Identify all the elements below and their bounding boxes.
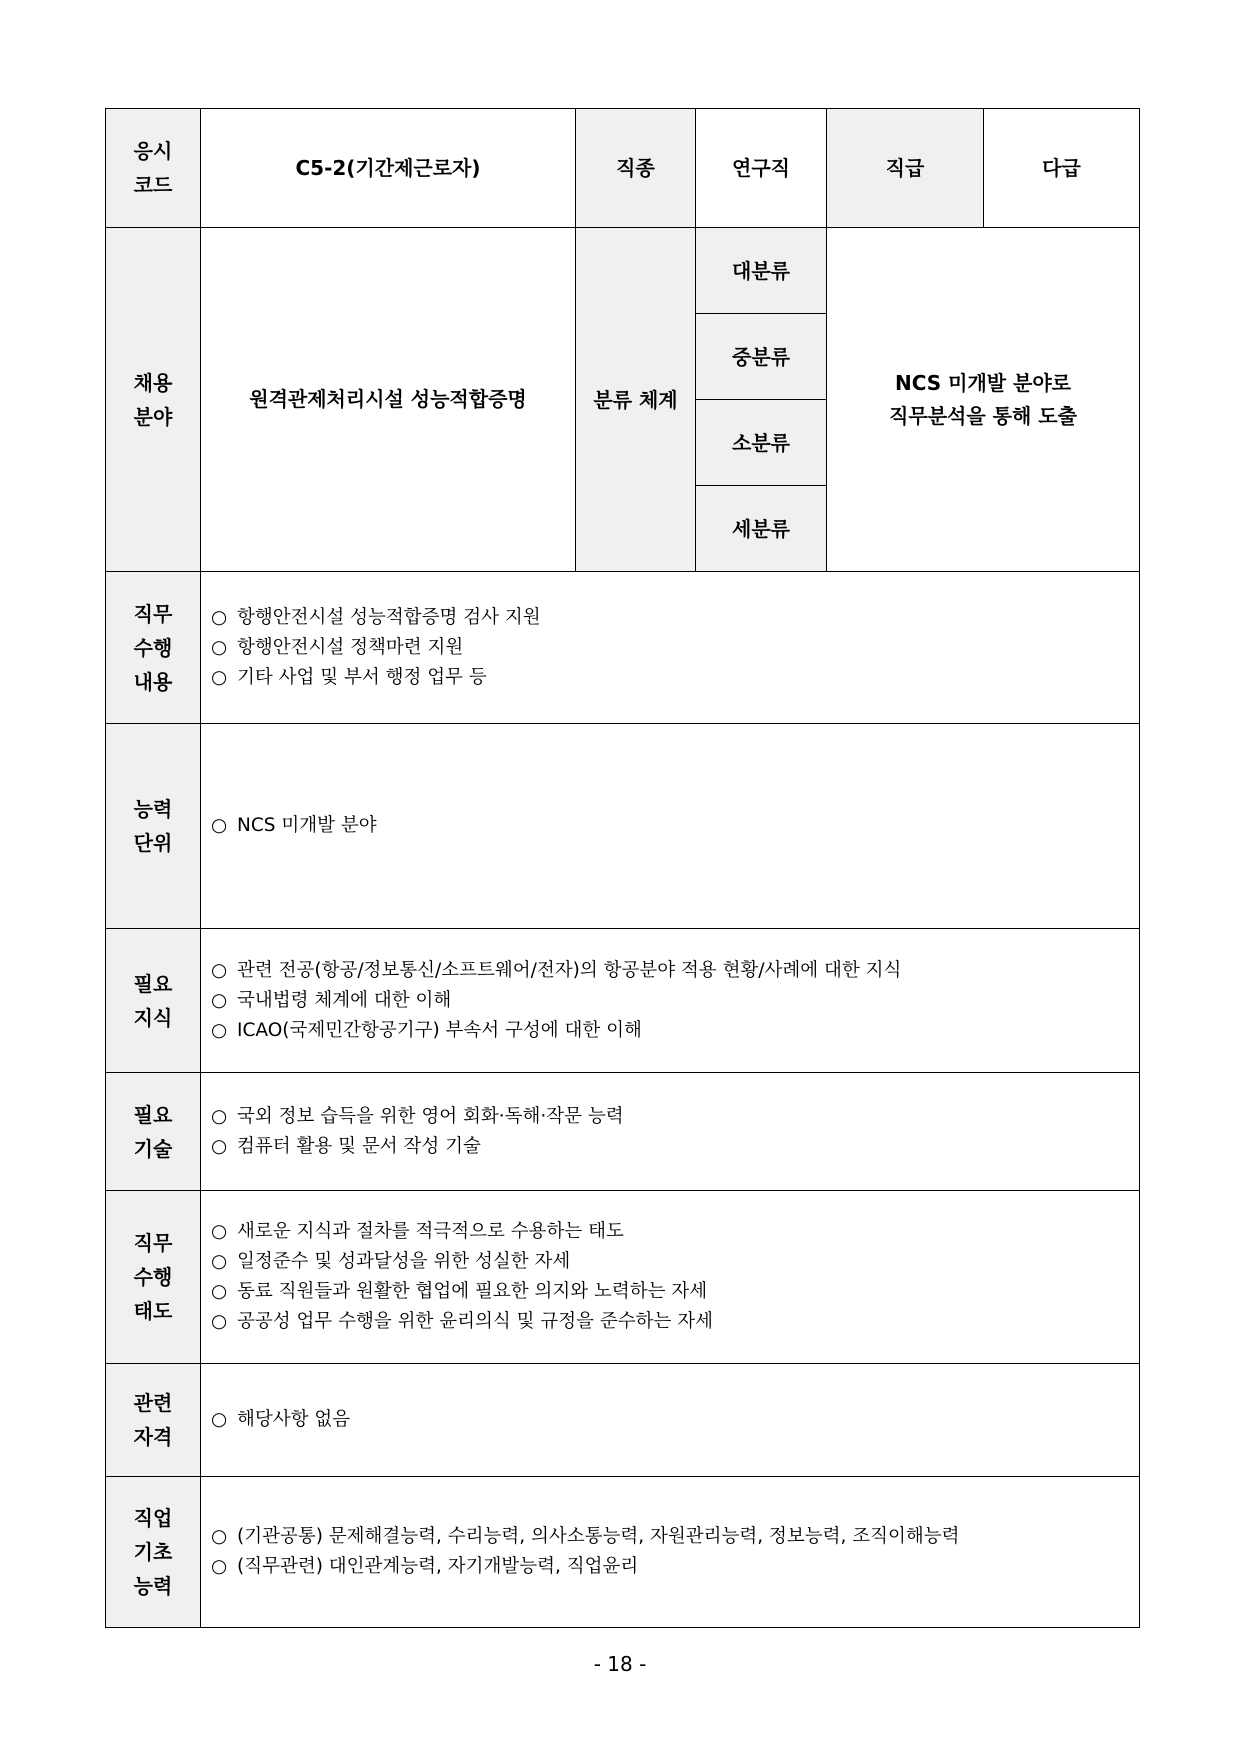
label-line: 필요 bbox=[133, 1102, 173, 1127]
circle-bullet-icon: ○ bbox=[211, 1526, 228, 1547]
list-item-text: 항행안전시설 정책마련 지원 bbox=[237, 636, 464, 658]
section-items bbox=[201, 572, 1140, 724]
list-item bbox=[211, 603, 1139, 633]
label-line: 코드 bbox=[133, 173, 173, 197]
code-value: C5-2(기간제근로자) bbox=[201, 109, 576, 228]
circle-bullet-icon: ○ bbox=[211, 606, 228, 628]
label-line: 지식 bbox=[133, 1005, 173, 1030]
circle-bullet-icon: ○ bbox=[211, 1311, 228, 1332]
grade-value: 다급 bbox=[984, 109, 1140, 228]
circle-bullet-icon: ○ bbox=[211, 1019, 228, 1041]
label-line: 기초 bbox=[133, 1540, 173, 1564]
job-type-value: 연구직 bbox=[696, 109, 827, 228]
section-items bbox=[201, 724, 1140, 929]
section-label bbox=[106, 929, 201, 1073]
list-item bbox=[211, 811, 1139, 841]
label-line: 태도 bbox=[133, 1299, 173, 1323]
section-certifications bbox=[106, 1364, 1140, 1477]
circle-bullet-icon: ○ bbox=[211, 959, 228, 981]
list-item-text: 새로운 지식과 절차를 적극적으로 수용하는 태도 bbox=[237, 1221, 624, 1242]
label-line: 응시 bbox=[133, 139, 173, 163]
list-item-text: 국외 정보 습득을 위한 영어 회화·독해·작문 능력 bbox=[237, 1105, 624, 1127]
section-required-knowledge bbox=[106, 929, 1140, 1073]
section-items bbox=[201, 1364, 1140, 1477]
list-item bbox=[211, 1552, 1139, 1582]
label-line: 능력 bbox=[133, 797, 173, 821]
circle-bullet-icon: ○ bbox=[211, 636, 228, 658]
list-item-text: 컴퓨터 활용 및 문서 작성 기술 bbox=[237, 1135, 481, 1157]
section-label bbox=[106, 1477, 201, 1628]
section-basic-competencies bbox=[106, 1477, 1140, 1628]
list-item-text: 해당사항 없음 bbox=[237, 1409, 351, 1430]
list-item bbox=[211, 1016, 1139, 1046]
list-item-text: NCS 미개발 분야 bbox=[237, 815, 377, 836]
label-line: 직업 bbox=[133, 1506, 173, 1530]
list-item-text: 동료 직원들과 원활한 협업에 필요한 의지와 노력하는 자세 bbox=[237, 1281, 708, 1302]
circle-bullet-icon: ○ bbox=[211, 1409, 228, 1430]
list-item bbox=[211, 1217, 1139, 1247]
field-value: 원격관제처리시설 성능적합증명 bbox=[201, 228, 576, 572]
section-label bbox=[106, 572, 201, 724]
job-description-table bbox=[105, 108, 1140, 1628]
circle-bullet-icon: ○ bbox=[211, 1135, 228, 1157]
label-line: 수행 bbox=[133, 635, 173, 660]
list-item bbox=[211, 1522, 1139, 1552]
list-item bbox=[211, 633, 1139, 663]
list-item-text: 국내법령 체계에 대한 이해 bbox=[237, 989, 452, 1011]
list-item-text: 항행안전시설 성능적합증명 검사 지원 bbox=[237, 606, 541, 628]
list-item-text: 기타 사업 및 부서 행정 업무 등 bbox=[237, 666, 487, 688]
section-label bbox=[106, 1364, 201, 1477]
list-item-text: 관련 전공(항공/정보통신/소프트웨어/전자)의 항공분야 적용 현황/사례에 대한 지식 bbox=[237, 959, 902, 981]
label-line: 단위 bbox=[133, 831, 173, 855]
label-line: 채용 bbox=[133, 370, 173, 395]
list-item bbox=[211, 956, 1139, 986]
page-number: - 18 - bbox=[593, 1652, 647, 1676]
list-item bbox=[211, 1102, 1139, 1132]
section-items bbox=[201, 1191, 1140, 1364]
label-line: 직무 bbox=[133, 601, 173, 626]
label-line: 능력 bbox=[133, 1574, 173, 1598]
label-line: 기술 bbox=[133, 1136, 173, 1161]
circle-bullet-icon: ○ bbox=[211, 1251, 228, 1272]
class-level-detail: 세분류 bbox=[696, 486, 827, 572]
label-line: 자격 bbox=[133, 1425, 173, 1449]
label-line: 내용 bbox=[133, 669, 173, 694]
circle-bullet-icon: ○ bbox=[211, 1105, 228, 1127]
section-items bbox=[201, 1073, 1140, 1191]
label-line: 관련 bbox=[133, 1391, 173, 1415]
section-required-skills bbox=[106, 1073, 1140, 1191]
list-item bbox=[211, 1247, 1139, 1277]
classification-value bbox=[827, 228, 1140, 572]
label-line: NCS 미개발 분야로 bbox=[894, 370, 1072, 395]
job-type-label: 직종 bbox=[576, 109, 696, 228]
classification-label: 분류 체계 bbox=[576, 228, 696, 572]
circle-bullet-icon: ○ bbox=[211, 1221, 228, 1242]
section-work-attitude bbox=[106, 1191, 1140, 1364]
list-item bbox=[211, 986, 1139, 1016]
list-item-text: (직무관련) 대인관계능력, 자기개발능력, 직업윤리 bbox=[237, 1556, 639, 1577]
field-row bbox=[106, 228, 1140, 314]
list-item-text: (기관공통) 문제해결능력, 수리능력, 의사소통능력, 자원관리능력, 정보능력, 조직이해능력 bbox=[237, 1526, 960, 1547]
circle-bullet-icon: ○ bbox=[211, 1281, 228, 1302]
class-level-middle: 중분류 bbox=[696, 314, 827, 400]
grade-label: 직급 bbox=[827, 109, 984, 228]
section-competency-units bbox=[106, 724, 1140, 929]
list-item-text: 공공성 업무 수행을 위한 윤리의식 및 규정을 준수하는 자세 bbox=[237, 1311, 713, 1332]
list-item-text: 일정준수 및 성과달성을 위한 성실한 자세 bbox=[237, 1251, 571, 1272]
list-item bbox=[211, 1405, 1139, 1435]
header-row bbox=[106, 109, 1140, 228]
list-item bbox=[211, 1132, 1139, 1162]
label-line: 직무 bbox=[133, 1231, 173, 1255]
label-line: 분야 bbox=[133, 404, 173, 429]
label-line: 수행 bbox=[133, 1265, 173, 1289]
circle-bullet-icon: ○ bbox=[211, 666, 228, 688]
class-level-major: 대분류 bbox=[696, 228, 827, 314]
field-label bbox=[106, 228, 201, 572]
section-label bbox=[106, 1073, 201, 1191]
class-level-minor: 소분류 bbox=[696, 400, 827, 486]
label-line: 필요 bbox=[133, 971, 173, 996]
list-item bbox=[211, 1277, 1139, 1307]
list-item-text: ICAO(국제민간항공기구) 부속서 구성에 대한 이해 bbox=[237, 1019, 642, 1041]
section-duties bbox=[106, 572, 1140, 724]
circle-bullet-icon: ○ bbox=[211, 1556, 228, 1577]
section-label bbox=[106, 724, 201, 929]
circle-bullet-icon: ○ bbox=[211, 815, 228, 836]
list-item bbox=[211, 663, 1139, 693]
label-line: 직무분석을 통해 도출 bbox=[889, 403, 1077, 428]
list-item bbox=[211, 1307, 1139, 1337]
section-items bbox=[201, 929, 1140, 1073]
circle-bullet-icon: ○ bbox=[211, 989, 228, 1011]
code-label bbox=[106, 109, 201, 228]
section-label bbox=[106, 1191, 201, 1364]
section-items bbox=[201, 1477, 1140, 1628]
